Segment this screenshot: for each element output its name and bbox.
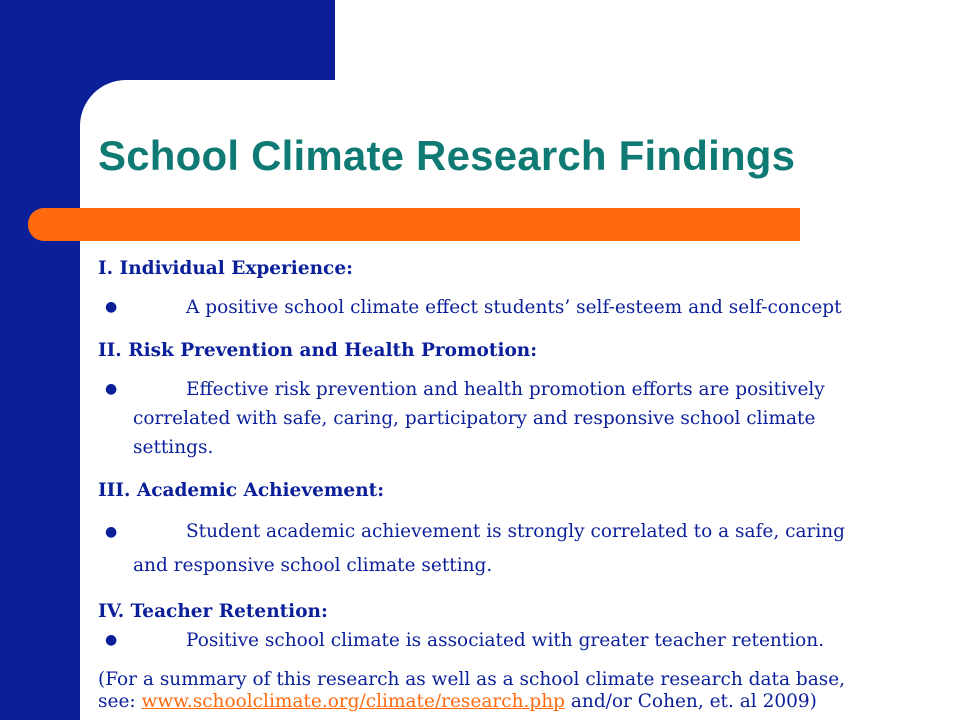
section-heading-teacher-retention: IV. Teacher Retention: [98, 601, 328, 622]
bullet-text: A positive school climate effect students’ self-esteem and self-concept [186, 297, 842, 318]
bullet-line: and responsive school climate setting. [133, 555, 493, 576]
bullet-dot-icon: ● [105, 299, 118, 315]
slide-title: School Climate Research Findings [98, 132, 796, 179]
slide-content [98, 254, 938, 713]
bullet-dot-icon: ● [105, 524, 118, 540]
note-suffix: and/or Cohen, et. al 2009) [565, 691, 817, 712]
bullet-risk-prevention [98, 375, 938, 462]
research-note [98, 669, 938, 713]
bullet-teacher-retention [98, 626, 938, 655]
section-heading-individual-experience: I. Individual Experience: [98, 258, 353, 279]
accent-bar [28, 208, 800, 241]
bullet-academic-achievement [98, 515, 938, 583]
note-line-1: (For a summary of this research as well as a school climate research data base, [98, 669, 846, 690]
section-heading-academic-achievement: III. Academic Achievement: [98, 480, 385, 501]
section-heading-risk-prevention: II. Risk Prevention and Health Promotion: [98, 340, 538, 361]
bullet-line: correlated with safe, caring, participatory and responsive school climate [133, 408, 816, 429]
bullet-dot-icon: ● [105, 381, 118, 397]
research-link[interactable]: www.schoolclimate.org/climate/research.php [141, 691, 566, 712]
bullet-individual-experience [98, 293, 938, 322]
note-prefix: see: [98, 691, 142, 712]
bullet-dot-icon: ● [105, 632, 118, 648]
bullet-text: Positive school climate is associated with greater teacher retention. [186, 630, 825, 651]
bullet-line: settings. [133, 437, 214, 458]
bullet-line: Student academic achievement is strongly correlated to a safe, caring [186, 521, 845, 542]
bullet-line: Effective risk prevention and health promotion efforts are positively [186, 379, 825, 400]
